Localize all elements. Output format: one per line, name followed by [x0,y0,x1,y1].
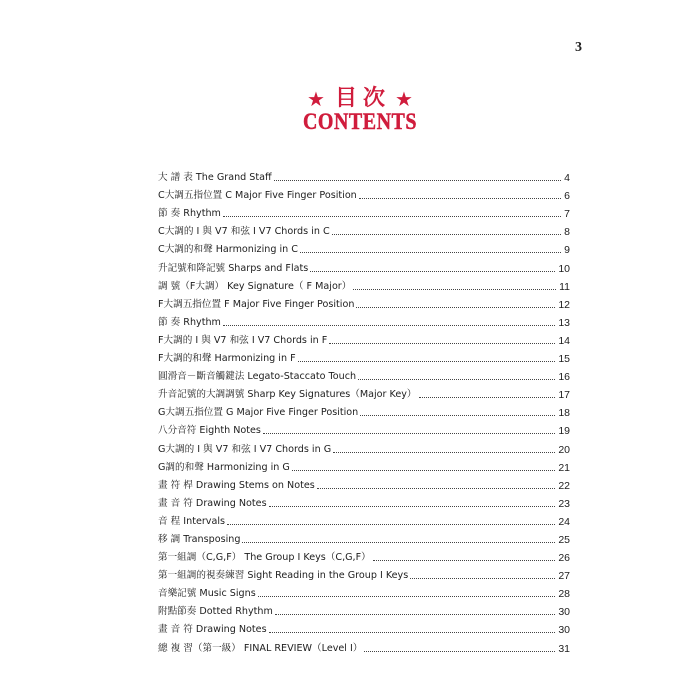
toc-entry-title: 總 複 習（第一級） FINAL REVIEW（Level I） [158,642,363,654]
toc-dot-leader [275,614,555,615]
toc-entry-page: 19 [558,425,570,438]
toc-entry-title: 調 號（F大調） Key Signature（ F Major） [158,280,352,292]
star-icon-right: ★ [395,87,413,111]
toc-entry-page: 18 [558,407,570,420]
toc-entry [158,166,570,184]
toc-dot-leader [258,596,556,597]
toc-dot-leader [358,379,555,380]
toc-entry-page: 24 [558,515,570,528]
toc-entry-page: 13 [558,316,570,329]
toc-entry-title: C大調的 I 與 V7 和弦 I V7 Chords in C [158,226,330,238]
toc-entry [158,184,570,202]
toc-entry-page: 10 [558,262,570,275]
toc-entry-page: 25 [558,533,570,546]
toc-dot-leader [364,651,555,652]
toc-dot-leader [227,524,555,525]
toc-dot-leader [223,216,561,217]
toc-entry-title: 畫 音 符 Drawing Notes [158,497,267,509]
toc-entry [158,220,570,238]
toc-entry-page: 9 [564,244,570,257]
contents-heading [290,85,430,134]
toc-entry [158,437,570,455]
toc-entry [158,293,570,311]
toc-entry [158,275,570,293]
toc-entry-page: 12 [558,298,570,311]
page-number: 3 [575,40,582,55]
toc-entry [158,383,570,401]
toc-dot-leader [274,180,562,181]
toc-entry [158,238,570,256]
toc-entry-page: 30 [558,606,570,619]
toc-entry-title: F大調的和聲 Harmonizing in F [158,353,296,365]
toc-entry-title: 附點節奏 Dotted Rhythm [158,606,273,618]
toc-entry-title: G大調五指位置 G Major Five Finger Position [158,407,359,419]
toc-entry-page: 15 [558,353,570,366]
toc-entry-title: 第一組調（C,G,F） The Group I Keys（C,G,F） [158,552,371,564]
toc-dot-leader [360,415,555,416]
toc-entry [158,618,570,636]
toc-dot-leader [317,488,556,489]
toc-entry-page: 31 [558,642,570,655]
toc-entry [158,401,570,419]
toc-entry-title: 畫 音 符 Drawing Notes [158,624,267,636]
toc-dot-leader [269,632,556,633]
toc-entry-page: 27 [558,570,570,583]
toc-dot-leader [419,397,556,398]
title-english: CONTENTS [302,109,418,135]
toc-entry-page: 20 [558,443,570,456]
toc-entry-title: F大調的 I 與 V7 和弦 I V7 Chords in F [158,334,328,346]
toc-entry-title: 圓滑音－斷音觸鍵法 Legato-Staccato Touch [158,371,357,383]
star-icon-left: ★ [307,87,325,111]
title-chinese: 目次 [334,86,391,111]
toc-dot-leader [410,578,555,579]
toc-dot-leader [332,234,561,235]
toc-entry-title: C大調的和聲 Harmonizing in C [158,244,298,256]
toc-entry [158,510,570,528]
toc-dot-leader [356,307,555,308]
toc-entry [158,365,570,383]
toc-entry [158,256,570,274]
toc-dot-leader [333,452,555,453]
toc-dot-leader [300,252,561,253]
toc-dot-leader [292,470,555,471]
toc-entry-page: 30 [558,624,570,637]
toc-entry [158,202,570,220]
toc-entry-page: 11 [559,280,570,293]
toc-entry-title: 升記號和降記號 Sharps and Flats [158,262,309,274]
toc-dot-leader [298,361,556,362]
toc-entry-title: 音樂記號 Music Signs [158,588,256,600]
toc-entry-title: 音 程 Intervals [158,515,226,527]
toc-entry [158,564,570,582]
toc-entry-title: G調的和聲 Harmonizing in G [158,461,290,473]
toc-dot-leader [373,560,556,561]
toc-entry [158,347,570,365]
toc-entry-title: 升音記號的大調調號 Sharp Key Signatures（Major Key） [158,389,417,401]
toc-entry-page: 17 [558,389,570,402]
toc-dot-leader [263,433,555,434]
toc-dot-leader [359,198,561,199]
toc-entry [158,528,570,546]
toc-entry [158,600,570,618]
toc-dot-leader [242,542,555,543]
toc-entry-page: 22 [558,479,570,492]
toc-entry-page: 16 [558,371,570,384]
toc-entry [158,546,570,564]
toc-entry [158,419,570,437]
toc-entry-title: 畫 符 桿 Drawing Stems on Notes [158,479,315,491]
toc-entry-page: 23 [558,497,570,510]
toc-entry [158,582,570,600]
toc-entry-title: F大調五指位置 F Major Five Finger Position [158,298,355,310]
toc-entry-page: 8 [564,226,570,239]
toc-dot-leader [269,506,556,507]
toc-entry-page: 28 [558,588,570,601]
toc-entry [158,492,570,510]
toc-entry-page: 6 [564,190,570,203]
toc-dot-leader [329,343,555,344]
toc-entry-title: 節 奏 Rhythm [158,208,221,220]
table-of-contents [158,166,570,655]
toc-entry [158,636,570,654]
toc-entry-page: 14 [558,334,570,347]
toc-entry-title: 大 譜 表 The Grand Staff [158,172,272,184]
toc-entry-title: C大調五指位置 C Major Five Finger Position [158,190,357,202]
toc-entry [158,311,570,329]
toc-entry [158,456,570,474]
toc-dot-leader [310,271,555,272]
toc-dot-leader [223,325,555,326]
toc-entry-page: 7 [564,208,570,221]
toc-entry [158,329,570,347]
toc-dot-leader [353,289,556,290]
toc-entry-title: 八分音符 Eighth Notes [158,425,261,437]
toc-entry-page: 4 [564,172,570,185]
toc-entry-title: 第一組調的視奏練習 Sight Reading in the Group I Keys [158,570,409,582]
toc-entry [158,474,570,492]
toc-entry-title: 移 調 Transposing [158,533,241,545]
toc-entry-page: 21 [558,461,570,474]
toc-entry-page: 26 [558,552,570,565]
toc-entry-title: G大調的 I 與 V7 和弦 I V7 Chords in G [158,443,332,455]
toc-entry-title: 節 奏 Rhythm [158,316,221,328]
